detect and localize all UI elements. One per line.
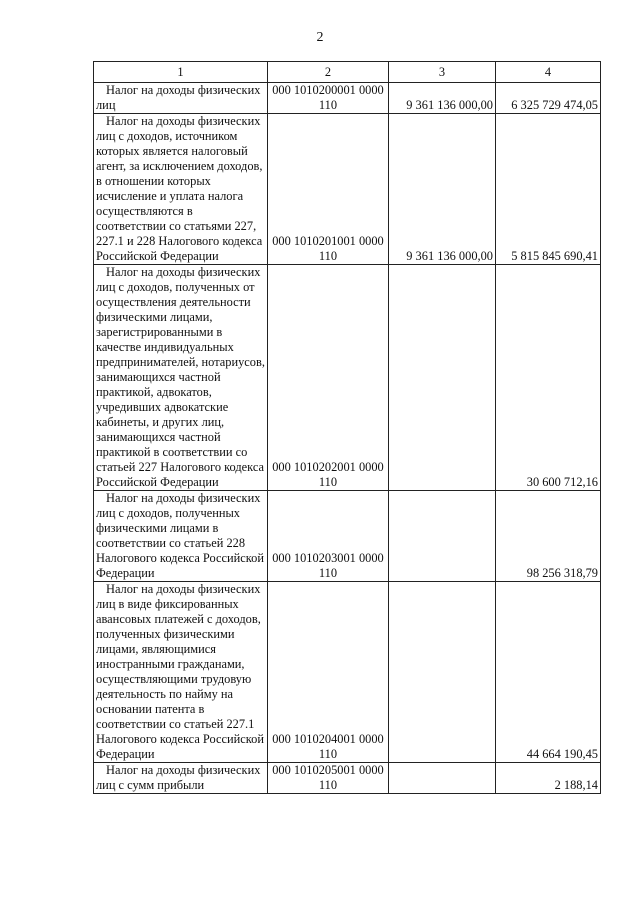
row-name: Налог на доходы физических лиц	[94, 83, 268, 114]
row-code: 000 1010200001 0000 110	[268, 83, 389, 114]
row-actual: 44 664 190,45	[496, 582, 601, 763]
table-row	[94, 265, 601, 491]
row-actual: 98 256 318,79	[496, 491, 601, 582]
row-actual: 30 600 712,16	[496, 265, 601, 491]
table-row	[94, 83, 601, 114]
row-plan	[389, 265, 496, 491]
table-row	[94, 582, 601, 763]
page-number: 2	[316, 30, 324, 45]
row-plan: 9 361 136 000,00	[389, 114, 496, 265]
table-row	[94, 763, 601, 794]
table-row	[94, 114, 601, 265]
row-plan	[389, 582, 496, 763]
row-code: 000 1010201001 0000 110	[268, 114, 389, 265]
row-actual: 5 815 845 690,41	[496, 114, 601, 265]
column-header-1: 1	[94, 62, 268, 83]
column-header-2: 2	[268, 62, 389, 83]
row-name: Налог на доходы физических лиц с доходов, полученных от осуществления деятельности физическими лицами, зарегистрированными в качестве индивидуальных предпринимателей, нотариусов, занимающихся частной практикой, адвокатов, учредивших адвокатские кабинеты, и других лиц, занимающихся частной практикой в соответствии со статьей 227 Налогового кодекса Российской Федерации	[94, 265, 268, 491]
row-name: Налог на доходы физических лиц в виде фиксированных авансовых платежей с доходов, полученных физическими лицами, являющимися иностранными гражданами, осуществляющими трудовую деятельность по найму на основании патента в соответствии со статьей 227.1 Налогового кодекса Российской Федерации	[94, 582, 268, 763]
table-row	[94, 491, 601, 582]
row-actual: 6 325 729 474,05	[496, 83, 601, 114]
table-header-row	[94, 62, 601, 83]
column-header-4: 4	[496, 62, 601, 83]
row-name: Налог на доходы физических лиц с доходов, источником которых является налоговый агент, за исключением доходов, в отношении которых исчисление и уплата налога осуществляются в соответствии со статьями 227, 227.1 и 228 Налогового кодекса Российской Федерации	[94, 114, 268, 265]
row-name: Налог на доходы физических лиц с сумм прибыли	[94, 763, 268, 794]
row-code: 000 1010204001 0000 110	[268, 582, 389, 763]
row-name: Налог на доходы физических лиц с доходов, полученных физическими лицами в соответствии со статьей 228 Налогового кодекса Российской Федерации	[94, 491, 268, 582]
row-code: 000 1010203001 0000 110	[268, 491, 389, 582]
row-plan	[389, 763, 496, 794]
row-actual: 2 188,14	[496, 763, 601, 794]
row-code: 000 1010205001 0000 110	[268, 763, 389, 794]
row-plan: 9 361 136 000,00	[389, 83, 496, 114]
column-header-3: 3	[389, 62, 496, 83]
row-code: 000 1010202001 0000 110	[268, 265, 389, 491]
revenue-table	[93, 61, 601, 794]
row-plan	[389, 491, 496, 582]
